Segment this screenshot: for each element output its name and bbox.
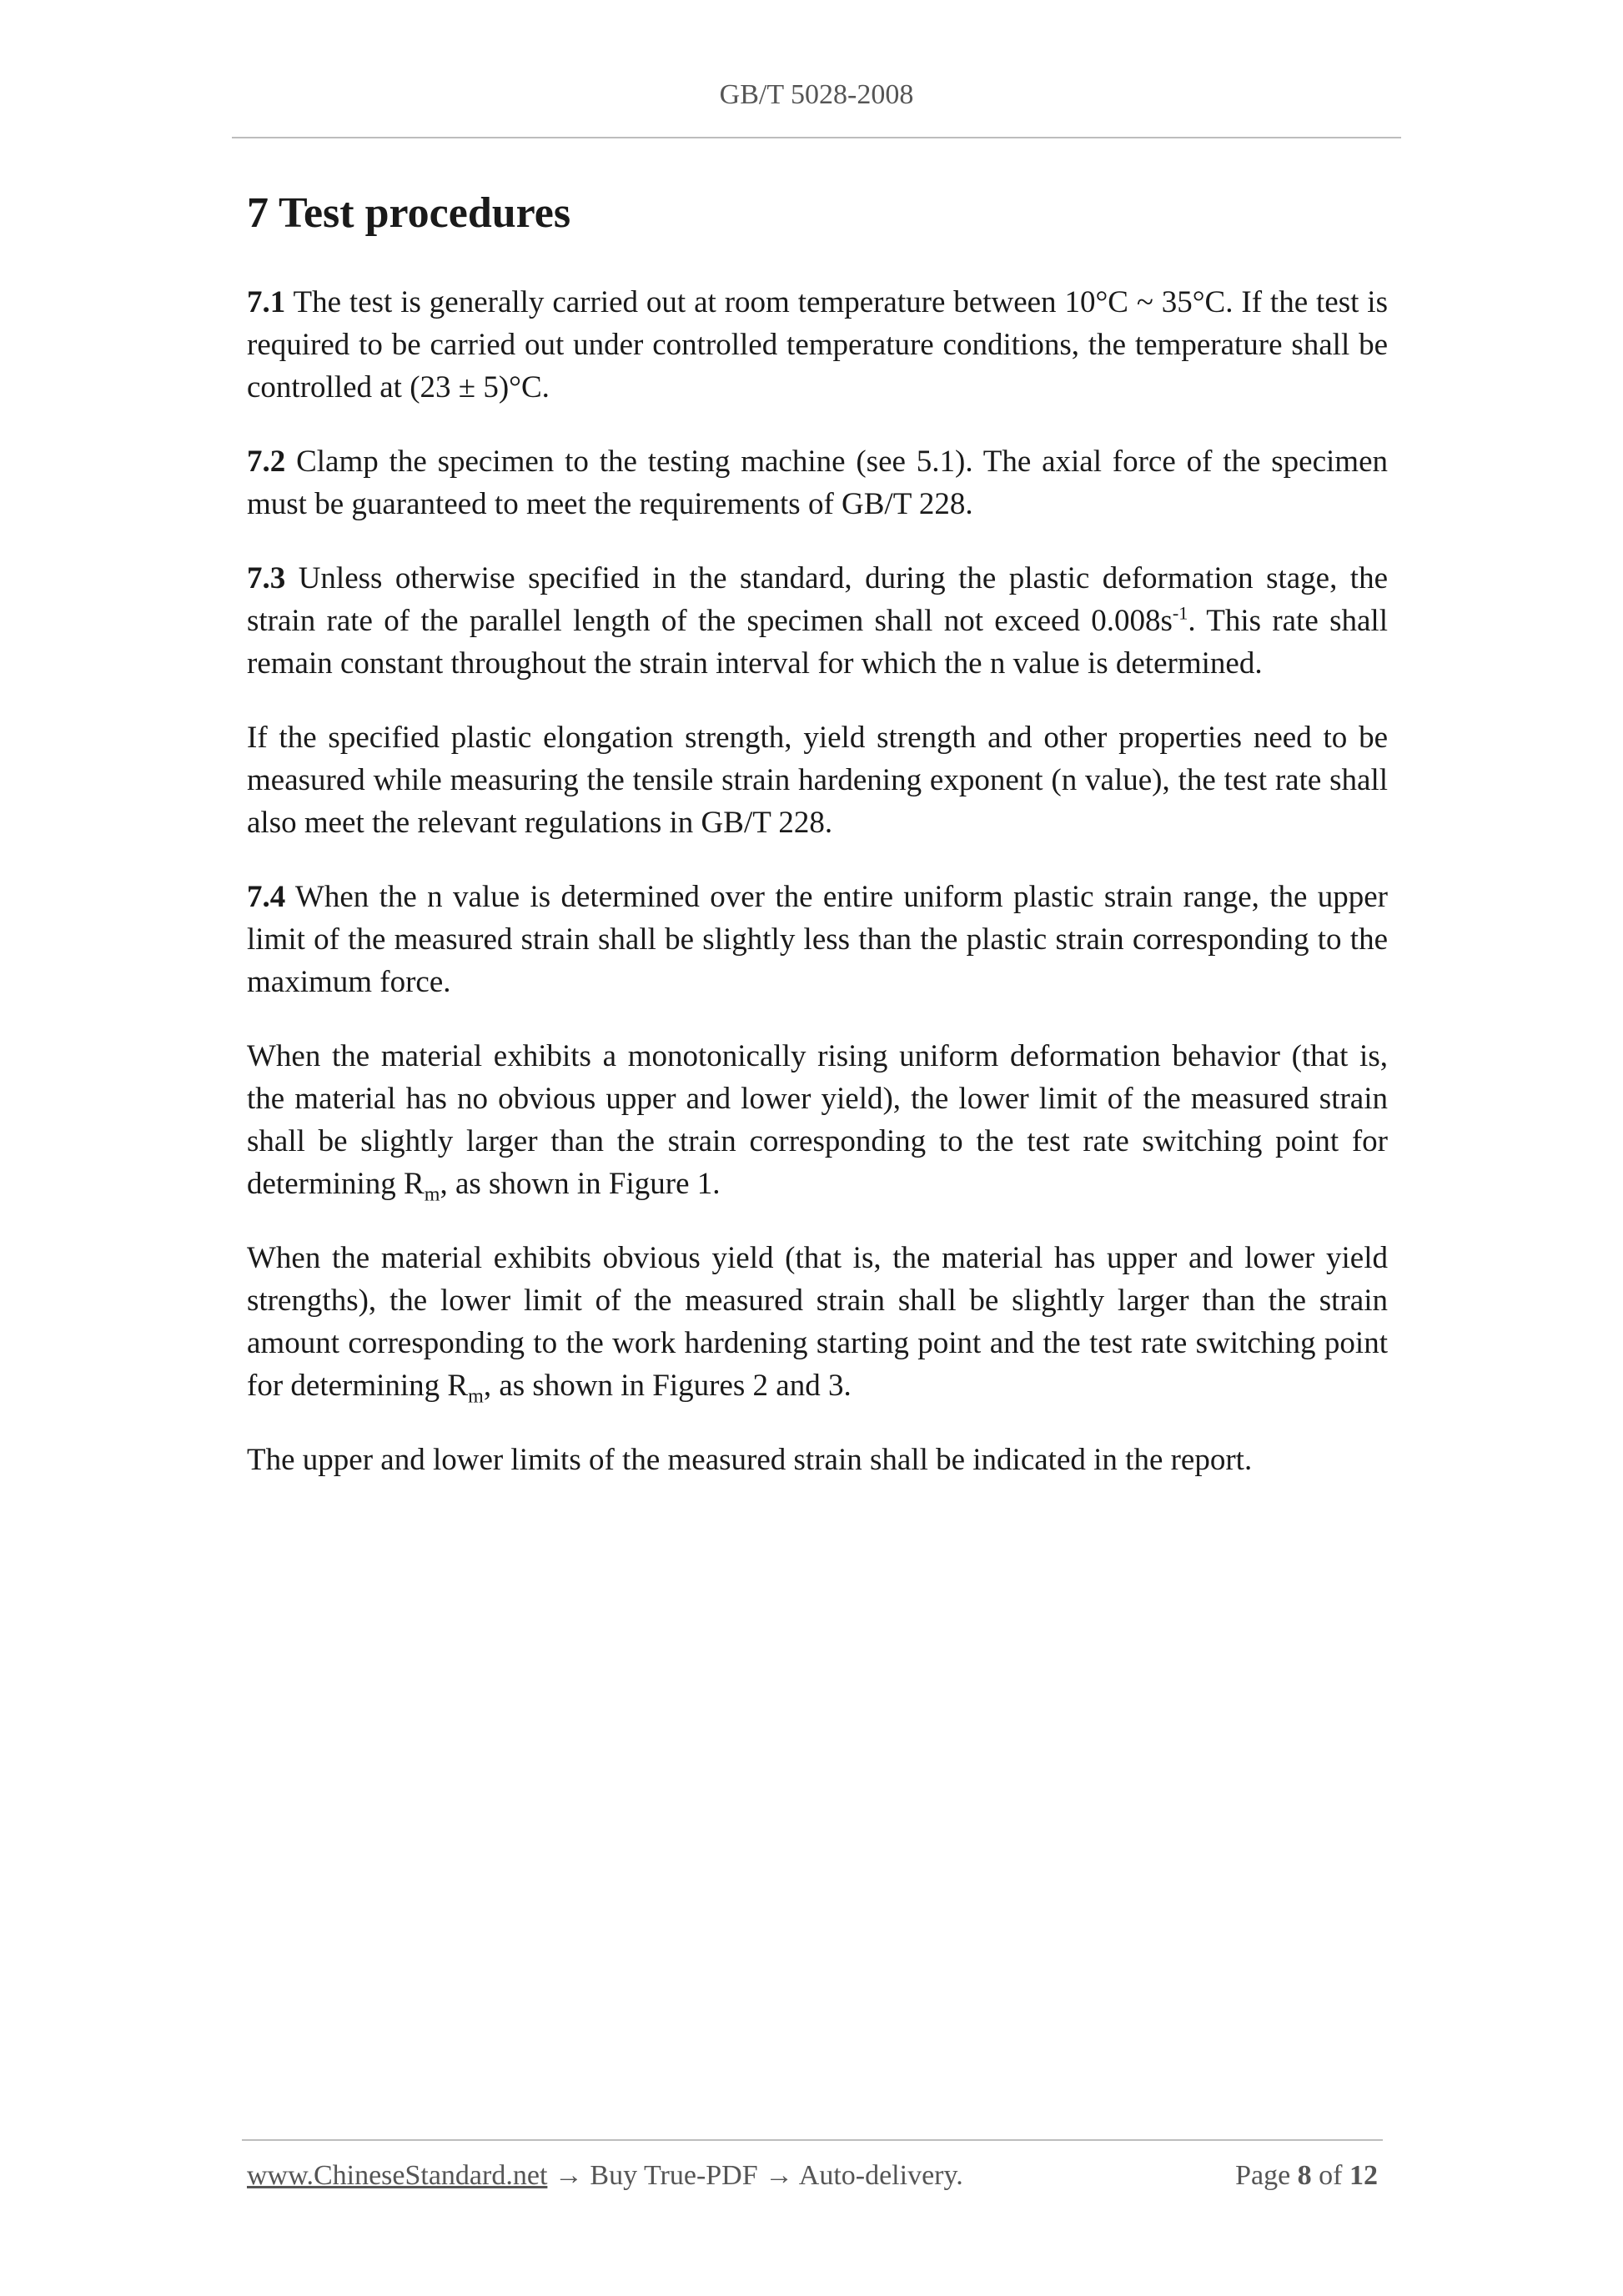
arrow-right-icon: → <box>547 2160 590 2191</box>
paragraph-text: When the material exhibits a monotonically rising uniform deformation behavior (that is, the material has no obvious upper and lower yield), the lower limit of the measured strain shall be slightly larger than the strain corresponding to the test rate switching point for determining R <box>247 1039 1388 1202</box>
clause-7-4-paragraph-yield <box>247 1237 1388 1407</box>
footer-promo <box>247 2160 963 2192</box>
clause-7-1 <box>247 281 1388 409</box>
clause-number: 7.4 <box>247 880 286 915</box>
page-label: Page <box>1235 2160 1298 2191</box>
clause-7-3 <box>247 557 1388 685</box>
clause-text: When the n value is determined over the entire uniform plastic strain range, the upper limit of the measured strain shall be slightly less than the plastic strain corresponding to the maximum force. <box>247 880 1388 1000</box>
paragraph-text-cont: , as shown in Figure 1. <box>440 1167 721 1202</box>
clause-text: Unless otherwise specified in the standard, during the plastic deformation stage, the strain rate of the parallel length of the specimen shall not exceed 0.008s <box>247 561 1388 639</box>
of-label: of <box>1311 2160 1349 2191</box>
clause-7-2 <box>247 440 1388 525</box>
clause-text: Clamp the specimen to the testing machine (see 5.1). The axial force of the specimen must be guaranteed to meet the requirements of GB/T 228. <box>247 445 1388 522</box>
clause-number: 7.2 <box>247 445 286 480</box>
clause-number: 7.1 <box>247 285 286 320</box>
clause-number: 7.3 <box>247 561 286 596</box>
paragraph-text: When the material exhibits obvious yield (that is, the material has upper and lower yield strengths), the lower limit of the measured strain shall be slightly larger than the strain amount corresponding to the work hardening starting point and the test rate switching point for determining R <box>247 1241 1388 1404</box>
total-pages: 12 <box>1349 2160 1378 2191</box>
clause-7-4-paragraph-report: The upper and lower limits of the measured strain shall be indicated in the report. <box>247 1443 1253 1478</box>
superscript: -1 <box>1172 603 1188 625</box>
clause-7-4 <box>247 876 1388 1003</box>
clause-7-3-paragraph: If the specified plastic elongation strength, yield strength and other properties need to be measured while measuring the tensile strain hardening exponent (n value), the test rate shall also meet the relevant regulations in GB/T 228. <box>247 721 1388 841</box>
subscript: m <box>468 1385 484 1408</box>
subscript: m <box>424 1183 440 1206</box>
paragraph-text-cont: , as shown in Figures 2 and 3. <box>483 1369 852 1404</box>
page-number <box>1235 2160 1378 2192</box>
page-header <box>232 79 1401 111</box>
document-body <box>247 188 1388 1513</box>
arrow-right-icon: → <box>757 2160 799 2191</box>
clause-text: The test is generally carried out at room temperature between 10°C ~ 35°C. If the test is required to be carried out under controlled temperature conditions, the temperature shall be controlled at (23 ± 5)°C. <box>247 285 1388 405</box>
buy-text: Buy True-PDF <box>590 2160 758 2191</box>
section-title: 7 Test procedures <box>247 189 571 237</box>
clause-text-cont: . This rate shall remain constant throughout the strain interval for which the n value is determined. <box>247 604 1388 681</box>
document-code: GB/T 5028-2008 <box>719 79 914 110</box>
clause-7-4-paragraph-monotonic <box>247 1035 1388 1205</box>
website-link[interactable]: www.ChineseStandard.net <box>247 2160 548 2191</box>
header-divider <box>232 137 1401 138</box>
delivery-text: Auto-delivery. <box>798 2160 963 2191</box>
footer-divider <box>242 2139 1383 2141</box>
current-page: 8 <box>1297 2160 1312 2191</box>
